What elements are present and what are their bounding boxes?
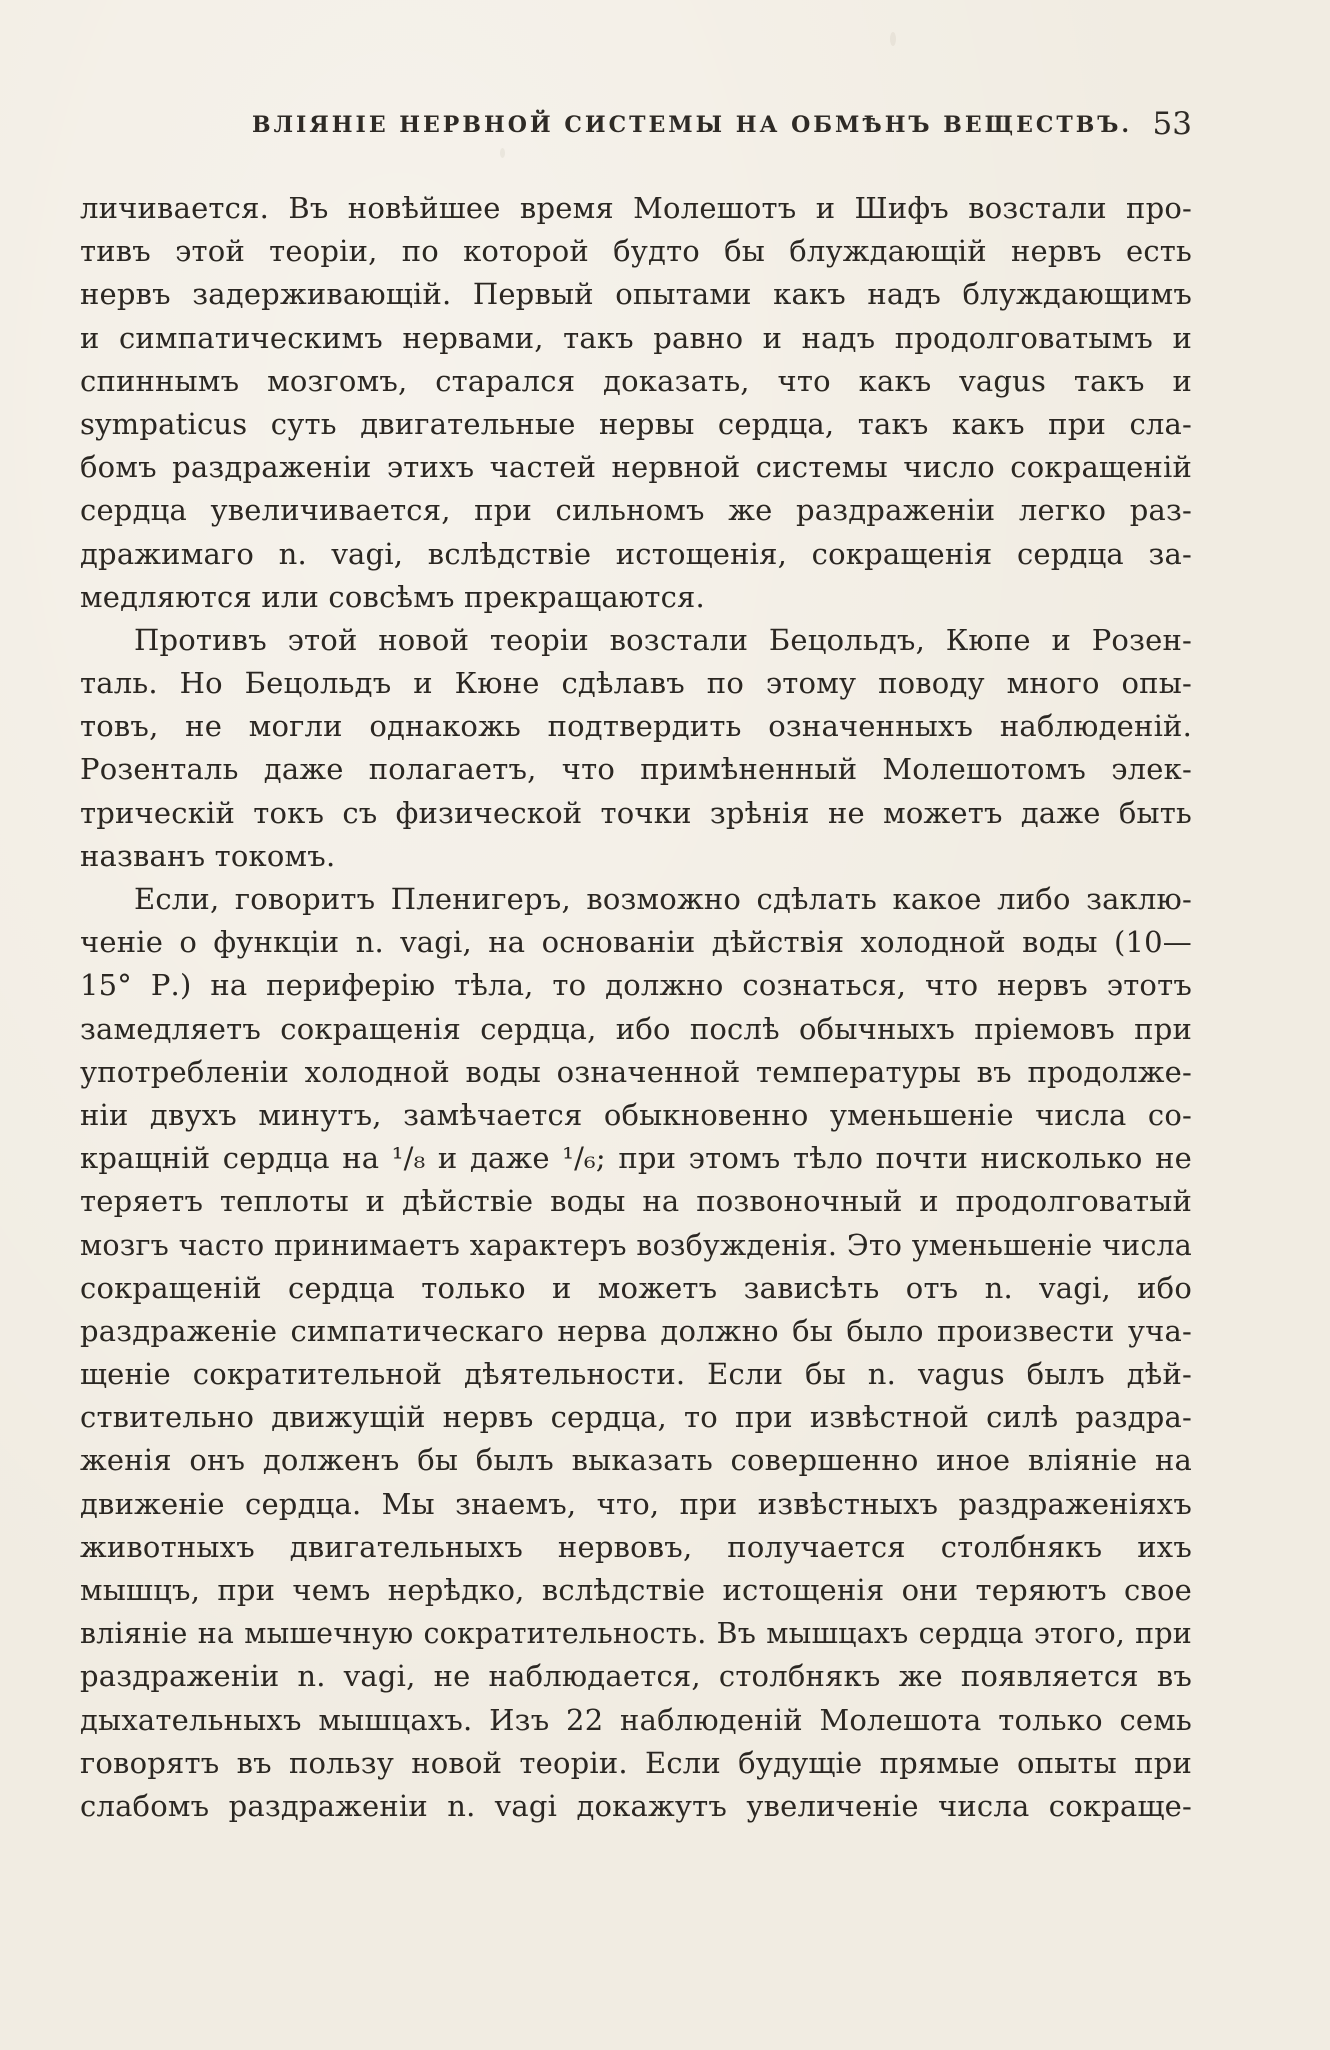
text-line: животныхъ двигательныхъ нервовъ, получается столбнякъ ихъ bbox=[80, 1529, 1192, 1564]
text-line: ченіе о функціи n. vagi, на основаніи дѣйствія холодной воды (10— bbox=[80, 925, 1192, 960]
text-line: нервъ задерживающій. Первый опытами какъ надъ блуждающимъ bbox=[80, 277, 1192, 312]
text-line: щеніе сократительной дѣятельности. Если бы n. vagus былъ дѣй- bbox=[80, 1357, 1192, 1392]
text-line: ніи двухъ минутъ, замѣчается обыкновенно уменьшеніе числа со- bbox=[80, 1097, 1192, 1132]
text-line: тивъ этой теоріи, по которой будто бы блуждающій нервъ есть bbox=[80, 234, 1192, 269]
text-line: женія онъ долженъ бы былъ выказать совершенно иное вліяніе на bbox=[80, 1443, 1192, 1478]
text-line: товъ, не могли однакожь подтвердить означенныхъ наблюденій. bbox=[80, 709, 1192, 744]
text-line: движеніе сердца. Мы знаемъ, что, при извѣстныхъ раздраженіяхъ bbox=[80, 1486, 1192, 1521]
body-text bbox=[80, 187, 1192, 1828]
page-number: 53 bbox=[1152, 106, 1192, 142]
text-line: 15° Р.) на периферію тѣла, то должно сознаться, что нервъ этотъ bbox=[80, 968, 1192, 1003]
text-line: сердца увеличивается, при сильномъ же раздраженіи легко раз- bbox=[80, 493, 1192, 528]
text-line: говорятъ въ пользу новой теоріи. Если будущіе прямые опыты при bbox=[80, 1745, 1192, 1780]
text-line: вліяніе на мышечную сократительность. Въ мышцахъ сердца этого, при bbox=[80, 1617, 1192, 1651]
text-line: Если, говоритъ Пленигеръ, возможно сдѣлать какое либо заклю- bbox=[134, 882, 1192, 916]
text-line: дыхательныхъ мышцахъ. Изъ 22 наблюденій Молешота только семь bbox=[80, 1702, 1192, 1737]
text-line: раздраженіе симпатическаго нерва должно бы было произвести уча- bbox=[80, 1313, 1192, 1348]
running-title: ВЛІЯНІЕ НЕРВНОЙ СИСТЕМЫ НА ОБМѢНЪ ВЕЩЕСТВЪ. bbox=[252, 112, 1133, 138]
text-line: теряетъ теплоты и дѣйствіе воды на позвоночный и продолговатый bbox=[80, 1184, 1192, 1219]
text-line: мышцъ, при чемъ нерѣдко, вслѣдствіе истощенія они теряютъ свое bbox=[80, 1573, 1192, 1607]
text-line: названъ токомъ. bbox=[80, 838, 336, 873]
text-line: ствительно движущій нервъ сердца, то при извѣстной силѣ раздра- bbox=[80, 1400, 1192, 1435]
text-line: sympaticus суть двигательные нервы сердца, такъ какъ при сла- bbox=[80, 406, 1192, 441]
text-line: дражимаго n. vagi, вслѣдствіе истощенія, сокращенія сердца за- bbox=[80, 536, 1192, 571]
text-line: сокращеній сердца только и можетъ зависѣть отъ n. vagi, ибо bbox=[80, 1270, 1192, 1305]
text-line: личивается. Въ новѣйшее время Молешотъ и Шифъ возстали про- bbox=[80, 191, 1192, 225]
paragraph bbox=[80, 619, 1192, 878]
text-line: кращній сердца на ¹/₈ и даже ¹/₆; при этомъ тѣло почти нисколько не bbox=[80, 1141, 1192, 1176]
text-line: Розенталь даже полагаетъ, что примѣненный Молешотомъ элек- bbox=[80, 752, 1192, 787]
text-line: употребленіи холодной воды означенной температуры въ продолже- bbox=[80, 1054, 1192, 1089]
page-header bbox=[252, 106, 1192, 152]
text-line: Противъ этой новой теоріи возстали Бецольдъ, Кюпе и Розен- bbox=[134, 622, 1192, 657]
paragraph bbox=[80, 878, 1192, 1828]
paragraph bbox=[80, 187, 1192, 619]
text-line: медляются или совсѣмъ прекращаются. bbox=[80, 579, 705, 614]
text-line: слабомъ раздраженіи n. vagi докажутъ увеличеніе числа сокраще- bbox=[80, 1788, 1192, 1823]
text-line: бомъ раздраженіи этихъ частей нервной системы число сокращеній bbox=[80, 450, 1192, 485]
text-line: мозгъ часто принимаетъ характеръ возбужденія. Это уменьшеніе числа bbox=[80, 1228, 1192, 1262]
ink-speck bbox=[890, 32, 896, 46]
text-line: таль. Но Бецольдъ и Кюне сдѣлавъ по этому поводу много опы- bbox=[80, 666, 1192, 701]
text-line: раздраженіи n. vagi, не наблюдается, столбнякъ же появляется въ bbox=[80, 1659, 1192, 1694]
text-line: и симпатическимъ нервами, такъ равно и надъ продолговатымъ и bbox=[80, 320, 1192, 355]
text-line: замедляетъ сокращенія сердца, ибо послѣ обычныхъ пріемовъ при bbox=[80, 1011, 1192, 1046]
text-line: трическій токъ съ физической точки зрѣнія не можетъ даже быть bbox=[80, 795, 1192, 830]
text-line: спиннымъ мозгомъ, старался доказать, что какъ vagus такъ и bbox=[80, 363, 1192, 398]
